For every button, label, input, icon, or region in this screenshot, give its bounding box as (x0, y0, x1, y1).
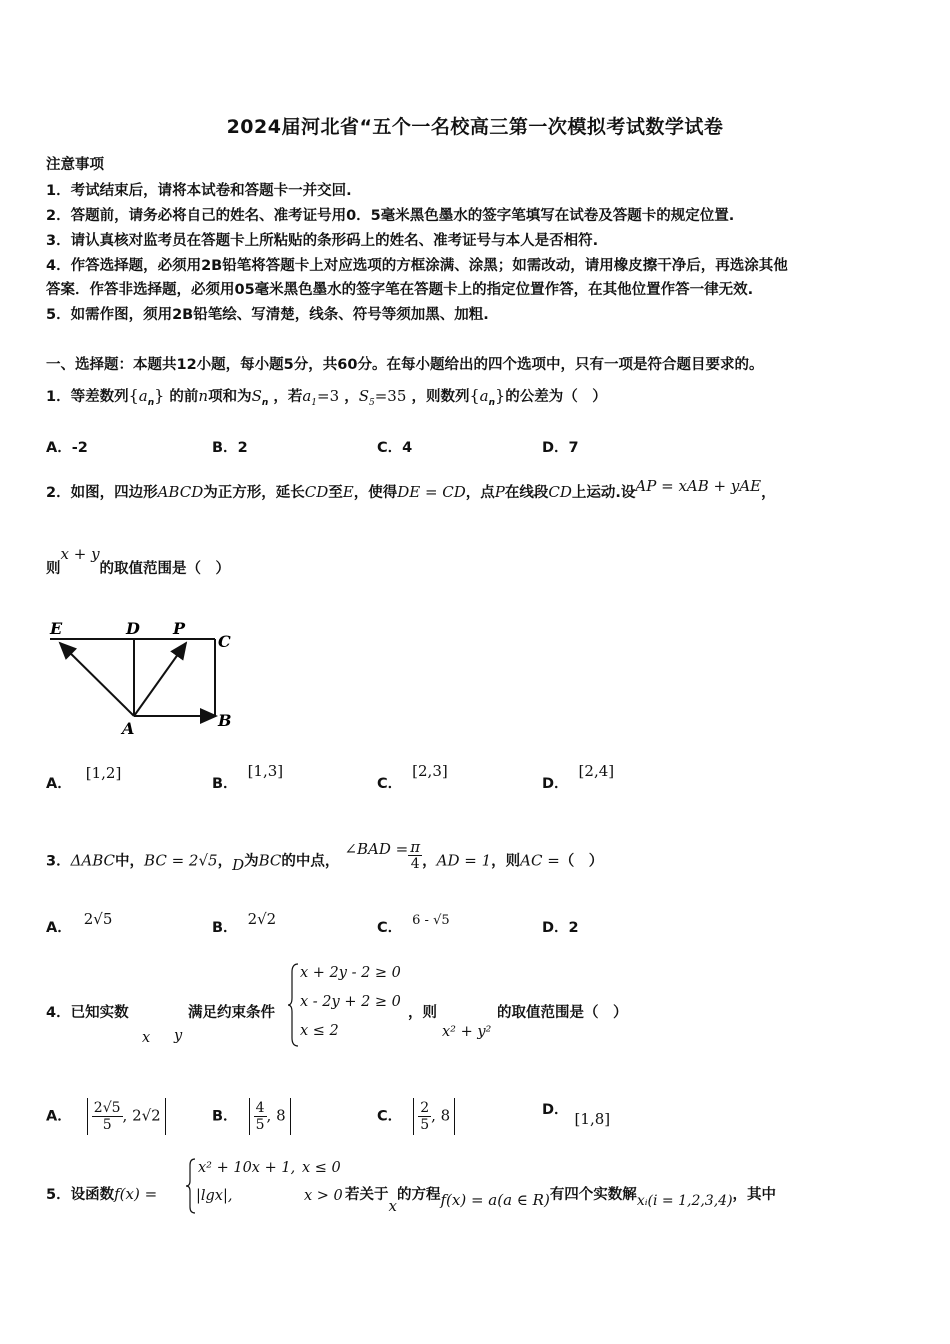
q4-option-a[interactable]: A． $\frac{2√5}{5}$ , 2√2 (46, 1098, 166, 1135)
note-item: 4．作答选择题，必须用2B铅笔将答题卡上对应选项的方框涂满、涂黑；如需改动，请用橡皮擦干净后，再选涂其他 (46, 258, 788, 274)
note-item: 3．请认真核对监考员在答题卡上所粘贴的条形码上的姓名、准考证号与本人是否相符. (46, 233, 599, 249)
label-a: A (122, 719, 135, 738)
var-x: x (142, 1030, 151, 1046)
q4-option-d[interactable]: D． [1,8] (542, 1102, 611, 1128)
q2-option-c[interactable]: C．[2,3] (377, 762, 448, 792)
q1-option-a[interactable]: A．-2 (46, 440, 88, 456)
note-item: 5．如需作图，须用2B铅笔绘、写清楚，线条、符号等须加黑、加粗. (46, 307, 489, 323)
question-5-rest: 若关于x的方程f(x) = a(a ∈ R)有四个实数解xᵢ(i = 1,2,3,4)，其中 (345, 1187, 777, 1215)
left-brace (288, 962, 300, 1048)
question-2-line2: 则x + y的取值范围是（ ） (46, 545, 231, 577)
q1-option-c[interactable]: C．4 (377, 440, 413, 456)
q2-option-b[interactable]: B．[1,3] (212, 762, 284, 792)
piecewise-brace (186, 1158, 196, 1214)
section-heading: 一、选择题：本题共12小题，每小题5分，共60分。在每小题给出的四个选项中，只有一项是符合题目要求的。 (46, 357, 764, 373)
question-4-then: ，则 (408, 1005, 437, 1021)
q1-option-b[interactable]: B．2 (212, 440, 248, 456)
q2-option-a[interactable]: A．[1,2] (46, 764, 122, 792)
square-figure (40, 612, 240, 740)
var-y: y (174, 1028, 183, 1044)
constraint-1: x + 2y - 2 ≥ 0 (300, 965, 401, 981)
q3-option-b[interactable]: B． 2√2 (212, 910, 277, 936)
note-item: 答案．作答非选择题，必须用05毫米黑色墨水的签字笔在答题卡上的指定位置作答，在其他位置作答一律无效. (46, 282, 754, 298)
q1-option-d[interactable]: D．7 (542, 440, 579, 456)
question-4-suffix: 的取值范围是（ ） (497, 1005, 628, 1021)
question-1: 1．等差数列$\{a_n\}$ 的前n项和为$S_n$ ，若$a_1=3$ ，$S_5=35$ ，则数列$\{a_n\}$的公差为（ ） (46, 386, 607, 408)
label-p: P (173, 619, 186, 638)
q4-option-b[interactable]: B． $\frac{4}{5}$ , 8 (212, 1098, 291, 1135)
q3-option-c[interactable]: C． 6 - √5 (377, 913, 450, 936)
notes-heading: 注意事项 (46, 157, 104, 173)
label-b: B (218, 711, 232, 730)
question-3: 3．ΔABC中，BC = 2√5，D为BC的中点， ∠BAD = $\frac{\pi}{4}$ ，AD = 1，则AC =（ ） (46, 838, 604, 874)
note-item: 1．考试结束后，请将本试卷和答题卡一并交回. (46, 183, 352, 199)
q3-option-a[interactable]: A． 2√5 (46, 910, 113, 936)
expr-x2-y2: x² + y² (442, 1024, 492, 1040)
vector-ae (60, 643, 134, 716)
question-4-prefix: 4．已知实数 (46, 1005, 129, 1021)
page-title: 2024届河北省“五个一名校高三第一次模拟考试数学试卷 (226, 116, 724, 138)
question-5-prefix: 5．设函数f(x) = (46, 1185, 158, 1203)
q3-option-d[interactable]: D．2 (542, 920, 579, 936)
question-2: 2．如图，四边形ABCD为正方形，延长CD至E，使得DE = CD，点P在线段CD上运动.设AP = xAB + yAE， (46, 477, 776, 501)
piece-2: |lgx|, (196, 1188, 233, 1204)
constraint-2: x - 2y + 2 ≥ 0 (300, 994, 401, 1010)
question-4-mid: 满足约束条件 (188, 1005, 275, 1021)
constraint-3: x ≤ 2 (300, 1023, 339, 1039)
piece-1-domain: x ≤ 0 (302, 1160, 341, 1176)
q4-option-c[interactable]: C． $\frac{2}{5}$ , 8 (377, 1098, 455, 1135)
label-d: D (126, 619, 140, 638)
q2-option-d[interactable]: D．[2,4] (542, 762, 615, 792)
piece-2-domain: x > 0 (304, 1188, 343, 1204)
piece-1: x² + 10x + 1, (198, 1160, 296, 1176)
vector-ap (134, 643, 186, 716)
label-e: E (50, 619, 63, 638)
label-c: C (218, 632, 231, 651)
note-item: 2．答题前，请务必将自己的姓名、准考证号用0．5毫米黑色墨水的签字笔填写在试卷及答题卡的规定位置. (46, 208, 735, 224)
